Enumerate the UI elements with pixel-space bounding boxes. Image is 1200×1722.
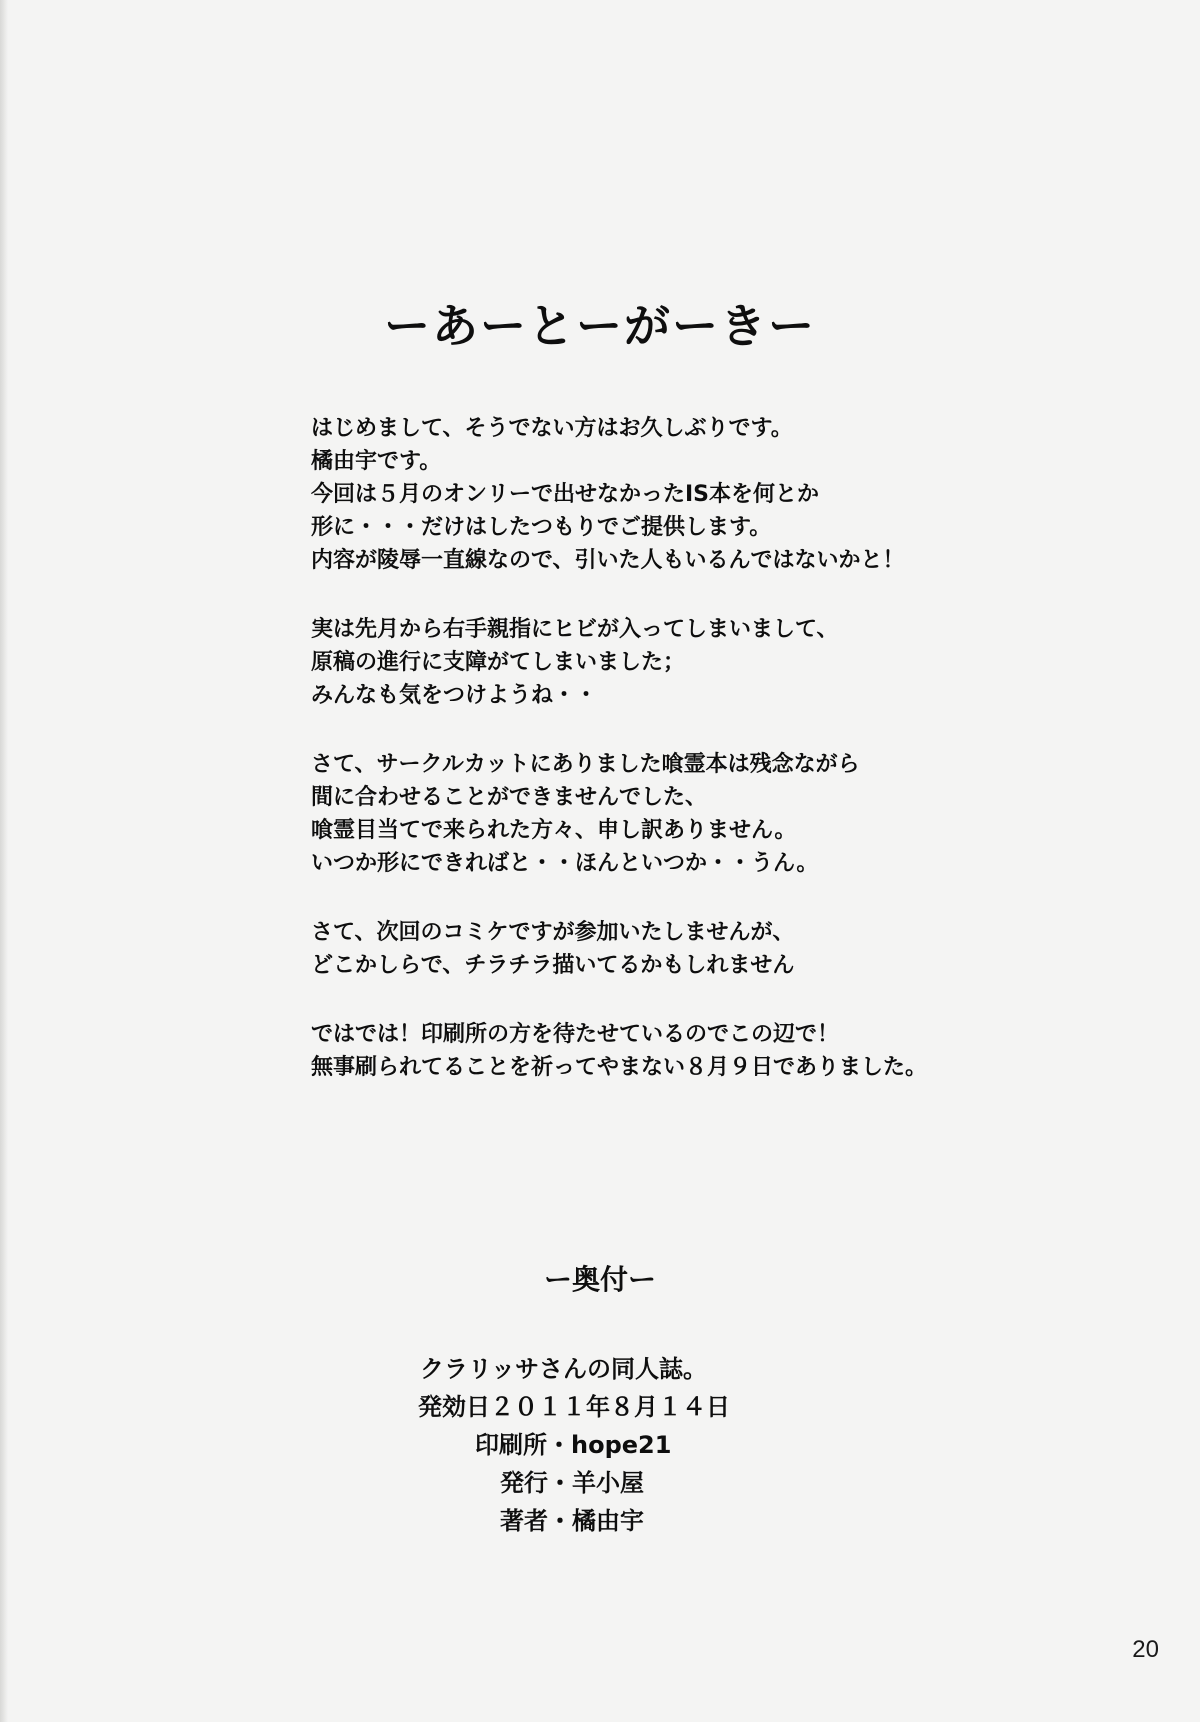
colophon-book-title: クラリッサさんの同人誌。 [420,1355,708,1383]
afterword-body [311,412,1171,1120]
afterword-paragraph-1 [311,412,1171,577]
page-number: 20 [1132,1636,1159,1663]
text-line: 形に・・・だけはしたつもりでご提供します。 [311,515,772,540]
text-line: どこかしらで、チラチラ描いてるかもしれません [311,953,795,978]
text-line: 喰霊目当てで来られた方々、申し訳ありません。 [311,818,797,843]
colophon [0,1350,1200,1540]
afterword-paragraph-2 [311,613,1171,712]
text-line: 内容が陵辱一直線なので、引いた人もいるんではないかと！ [311,548,905,573]
text-line: 原稿の進行に支障がてしまいました； [311,650,686,675]
text-line: みんなも気をつけようね・・ [311,683,598,708]
text-line: さて、次回のコミケですが参加いたしませんが、 [311,920,795,945]
text-line: 橘由宇です。 [311,449,442,474]
colophon-publisher: 発行・羊小屋 [500,1469,644,1497]
afterword-paragraph-4 [311,916,1171,982]
colophon-title: ー奥付ー [543,1263,656,1296]
colophon-issue-date: 発効日２０１１年８月１４日 [418,1393,730,1421]
afterword-paragraph-5 [311,1018,1171,1084]
afterword-paragraph-3 [311,748,1171,880]
text-line: 無事刷られてることを祈ってやまない８月９日でありました。 [311,1055,928,1080]
afterword-title: ーあーとーがーきー [384,299,816,353]
text-line: ではでは！印刷所の方を待たせているのでこの辺で！ [311,1022,840,1047]
text-line: はじめまして、そうでない方はお久しぶりです。 [311,416,793,441]
colophon-author: 著者・橘由宇 [500,1507,644,1535]
text-line: 間に合わせることができませんでした、 [311,785,708,810]
text-line: 今回は５月のオンリーで出せなかったIS本を何とか [311,482,820,507]
text-line: 実は先月から右手親指にヒビが入ってしまいまして、 [311,617,839,642]
text-line: さて、サークルカットにありました喰霊本は残念ながら [311,752,860,777]
text-line: いつか形にできればと・・ほんといつか・・うん。 [311,851,819,876]
colophon-printer: 印刷所・hope21 [475,1431,672,1459]
